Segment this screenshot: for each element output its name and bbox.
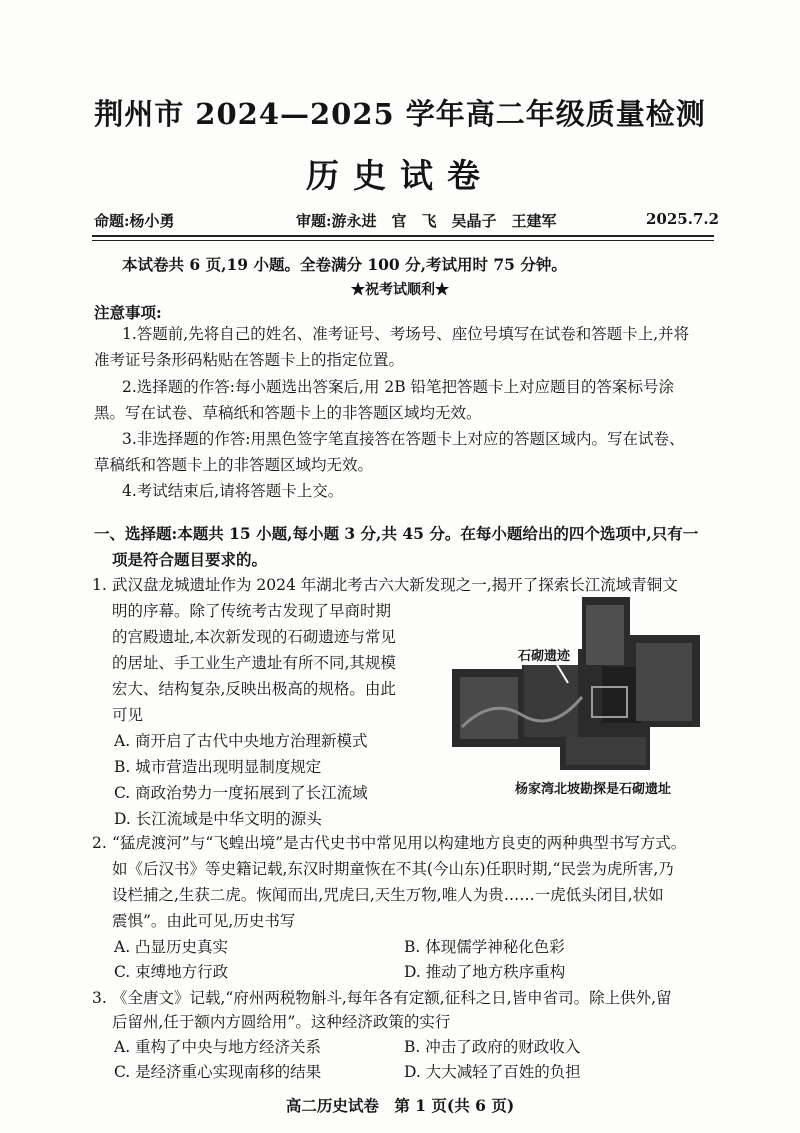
exam-intro: 本试卷共 6 页,19 小题。全卷满分 100 分,考试用时 75 分钟。 bbox=[122, 255, 567, 274]
author-line: 命题:杨小勇 bbox=[94, 212, 175, 230]
note-line: 黑。写在试卷、草稿纸和答题卡上的非答题区域均无效。 bbox=[94, 404, 482, 422]
note-line: 2.选择题的作答:每小题选出答案后,用 2B 铅笔把答题卡上对应题目的答案标号涂 bbox=[122, 378, 675, 396]
question-text: 可见 bbox=[112, 706, 144, 724]
option-a: A. 商开启了古代中央地方治理新模式 bbox=[114, 732, 368, 750]
figure-caption: 杨家湾北坡勘探是石砌遗址 bbox=[515, 782, 672, 797]
note-line: 草稿纸和答题卡上的非答题区域均无效。 bbox=[94, 456, 374, 474]
option-a: A. 凸显历史真实 bbox=[114, 938, 229, 956]
question-text: 的宫殿遗址,本次新发现的石砌遗迹与常见 bbox=[112, 628, 396, 646]
header-rule-thin bbox=[92, 240, 714, 241]
note-line: 1.答题前,先将自己的姓名、准考证号、考场号、座位号填写在试卷和答题卡上,并将 bbox=[122, 325, 690, 343]
header-rule-thick bbox=[92, 235, 714, 237]
section-heading-cont: 项是符合题目要求的。 bbox=[112, 550, 268, 569]
question-text: 如《后汉书》等史籍记载,东汉时期童恢在不其(今山东)任职时期,“民尝为虎所害,乃 bbox=[112, 860, 674, 878]
option-d: D. 大大减轻了百姓的负担 bbox=[404, 1063, 581, 1081]
note-line: 准考证号条形码粘贴在答题卡上的指定位置。 bbox=[94, 351, 405, 369]
question-number: 2. bbox=[92, 834, 107, 852]
option-b: B. 冲击了政府的财政收入 bbox=[404, 1038, 581, 1056]
question-text: 后留州,任于额内方圆给用”。这种经济政策的实行 bbox=[112, 1013, 451, 1031]
question-text: 明的序幕。除了传统考古发现了早商时期 bbox=[112, 602, 392, 620]
question-number: 3. bbox=[92, 989, 107, 1007]
exam-date: 2025.7.2 bbox=[646, 210, 720, 228]
option-b: B. 城市营造出现明显制度规定 bbox=[114, 758, 322, 776]
option-c: C. 是经济重心实现南移的结果 bbox=[114, 1063, 322, 1081]
option-c: C. 束缚地方行政 bbox=[114, 963, 229, 981]
note-line: 4.考试结束后,请将答题卡上交。 bbox=[122, 482, 344, 500]
exam-subtitle: 历史试卷 bbox=[306, 156, 494, 195]
notes-title: 注意事项: bbox=[94, 303, 162, 322]
question-text: 宏大、结构复杂,反映出极高的规格。由此 bbox=[112, 680, 396, 698]
figure-label: 石砌遗迹 bbox=[518, 649, 571, 664]
question-number: 1. bbox=[92, 576, 107, 594]
question-text: 武汉盘龙城遗址作为 2024 年湖北考古六大新发现之一,揭开了探索长江流域青铜文 bbox=[112, 576, 678, 594]
option-a: A. 重构了中央与地方经济关系 bbox=[114, 1038, 322, 1056]
option-d: D. 长江流域是中华文明的源头 bbox=[114, 810, 322, 828]
option-c: C. 商政治势力一度拓展到了长江流域 bbox=[114, 784, 368, 802]
question-text: 设栏捕之,生获二虎。恢闻而出,咒虎曰,天生万物,唯人为贵……一虎低头闭目,状如 bbox=[112, 886, 664, 904]
section-heading: 一、选择题:本题共 15 小题,每小题 3 分,共 45 分。在每小题给出的四个选项中,只有一 bbox=[94, 524, 699, 543]
question-text: 《全唐文》记载,“府州两税物斛斗,每年各有定额,征科之日,皆申省司。除上供外,留 bbox=[112, 989, 672, 1007]
excavation-site-image bbox=[452, 597, 700, 770]
question-text: 震惧”。由此可见,历史书写 bbox=[112, 912, 296, 930]
page-footer: 高二历史试卷 第 1 页(共 6 页) bbox=[285, 1096, 515, 1115]
option-d: D. 推动了地方秩序重构 bbox=[404, 963, 566, 981]
option-b: B. 体现儒学神秘化色彩 bbox=[404, 938, 565, 956]
reviewers-line: 审题:游永进 官 飞 吴晶子 王建军 bbox=[296, 212, 557, 230]
question-text: “猛虎渡河”与“飞蝗出境”是古代史书中常见用以构建地方良吏的两种典型书写方式。 bbox=[112, 834, 687, 852]
note-line: 3.非选择题的作答:用黑色签字笔直接答在答题卡上对应的答题区域内。写在试卷、 bbox=[122, 430, 685, 448]
exam-title: 荆州市 2024—2025 学年高二年级质量检测 bbox=[94, 97, 706, 131]
blessing-line: ★祝考试顺利★ bbox=[351, 282, 449, 298]
question-text: 的居址、手工业生产遗址有所不同,其规模 bbox=[112, 654, 396, 672]
